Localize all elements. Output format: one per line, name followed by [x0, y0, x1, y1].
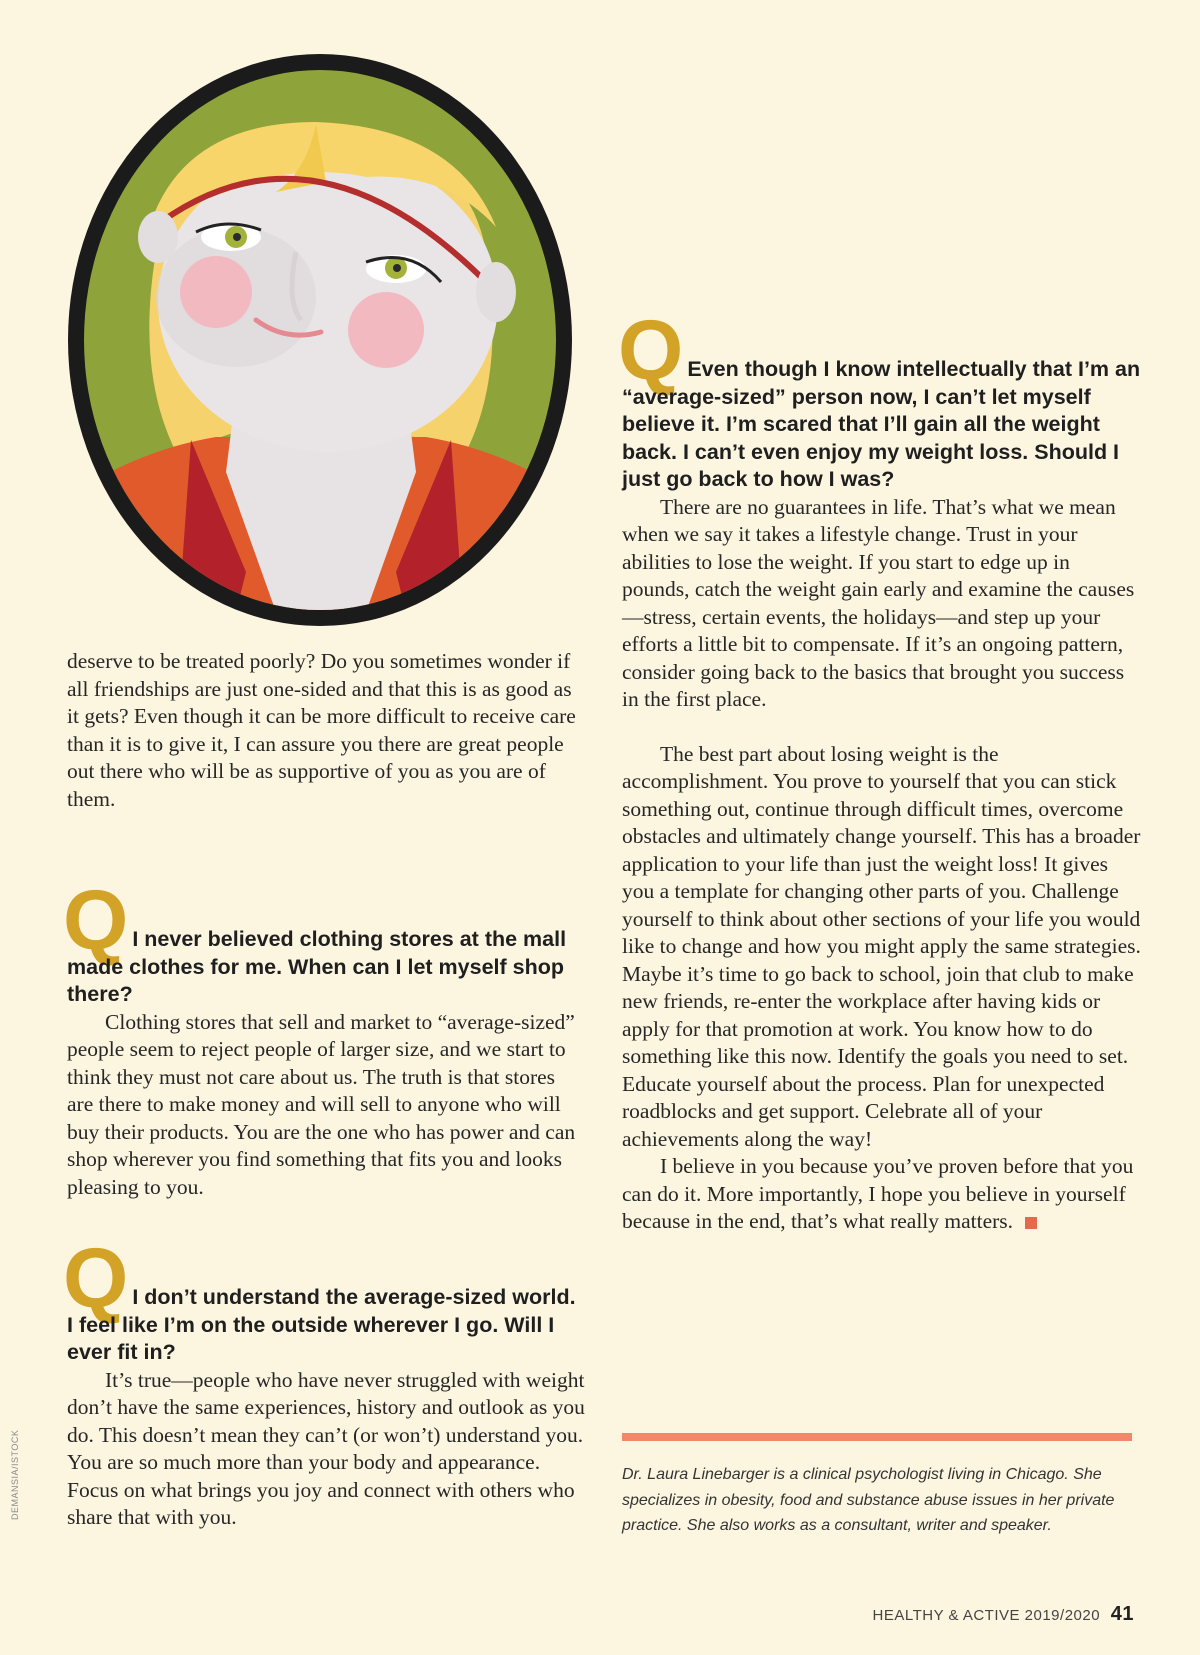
author-bio: Dr. Laura Linebarger is a clinical psychologist living in Chicago. She specializes in obesity, food and substance abuse issues in her private practice. She also works as a consultant, writer and speaker. [622, 1466, 1115, 1534]
question-block-fit-in [63, 1231, 585, 1532]
question-block-weight-back [618, 303, 1142, 1236]
q-drop-cap: Q [63, 873, 129, 967]
answer-text: It’s true—people who have never struggled with weight don’t have the same experiences, history and outlook as you do. This doesn’t mean they can’t (or won’t) understand you. You are so much more than your body and appearance. Focus on what brings you joy and connect with others who share that with you. [67, 1367, 585, 1529]
question-text: Even though I know intellectually that I’m an “average-sized” person now, I can’t let myself believe it. I’m scared that I’ll gain all the weight back. I can’t even enjoy my weight loss. Should I just go back to how I was? [622, 357, 1141, 491]
portrait-illustration [66, 52, 574, 628]
question-text: I don’t understand the average-sized world. I feel like I’m on the outside wherever I go. Will I ever fit in? [67, 1285, 576, 1364]
question-block-clothing [63, 873, 585, 1201]
photo-credit: DEMANSIA/ISTOCK [10, 1429, 20, 1520]
page-number: 41 [1110, 1603, 1134, 1625]
question-text: I never believed clothing stores at the mall made clothes for me. When can I let myself shop there? [67, 927, 567, 1006]
q-drop-cap: Q [63, 1231, 129, 1325]
intro-paragraph: deserve to be treated poorly? Do you sometimes wonder if all friendships are just one-sided and that this is as good as it gets? Even though it can be more difficult to receive care than it is to give it, I can assure you there are great people out there who will be as supportive of you as you are of them. [67, 649, 576, 811]
answer-paragraph-2: The best part about losing weight is the accomplishment. You prove to yourself that you can stick something out, continue through difficult times, overcome obstacles and ultimately change yourself. This has a broader application to your life than just the weight loss! It gives you a template for changing other parts of you. Challenge yourself to think about other sections of your life you would like to change and how you might apply the same strategies. Maybe it’s time to go back to school, join that club to make new friends, re-enter the workplace after having kids or apply for that promotion at work. You know how to do something like this now. Identify the goals you need to set. Educate yourself about the process. Plan for unexpected roadblocks and get support. Celebrate all of your achievements along the way! [622, 741, 1141, 1151]
answer-text: Clothing stores that sell and market to “average-sized” people seem to reject people of larger size, and we start to think they must not care about us. The truth is that stores are there to make money and will sell to anyone who will buy their products. You are the one who has power and can shop wherever you find something that fits you and looks pleasing to you. [67, 1009, 576, 1199]
page-footer [873, 1603, 1135, 1626]
divider-rule [622, 1433, 1132, 1441]
answer-paragraph-1: There are no guarantees in life. That’s what we mean when we say it takes a lifestyle change. Trust in your abilities to lose the weight. If you start to edge up in pounds, catch the weight gain early and examine the causes—stress, certain events, the holidays—and step up your efforts a little bit to compensate. If it’s an ongoing pattern, consider going back to the basics that brought you success in the first place. [622, 494, 1135, 711]
q-drop-cap: Q [618, 303, 684, 397]
publication-name: HEALTHY & ACTIVE 2019/2020 [872, 1607, 1101, 1624]
end-mark-icon [1025, 1217, 1037, 1229]
answer-paragraph-3: I believe in you because you’ve proven before that you can do it. More importantly, I hope you believe in yourself because in the end, that’s what really matters. [622, 1154, 1134, 1233]
